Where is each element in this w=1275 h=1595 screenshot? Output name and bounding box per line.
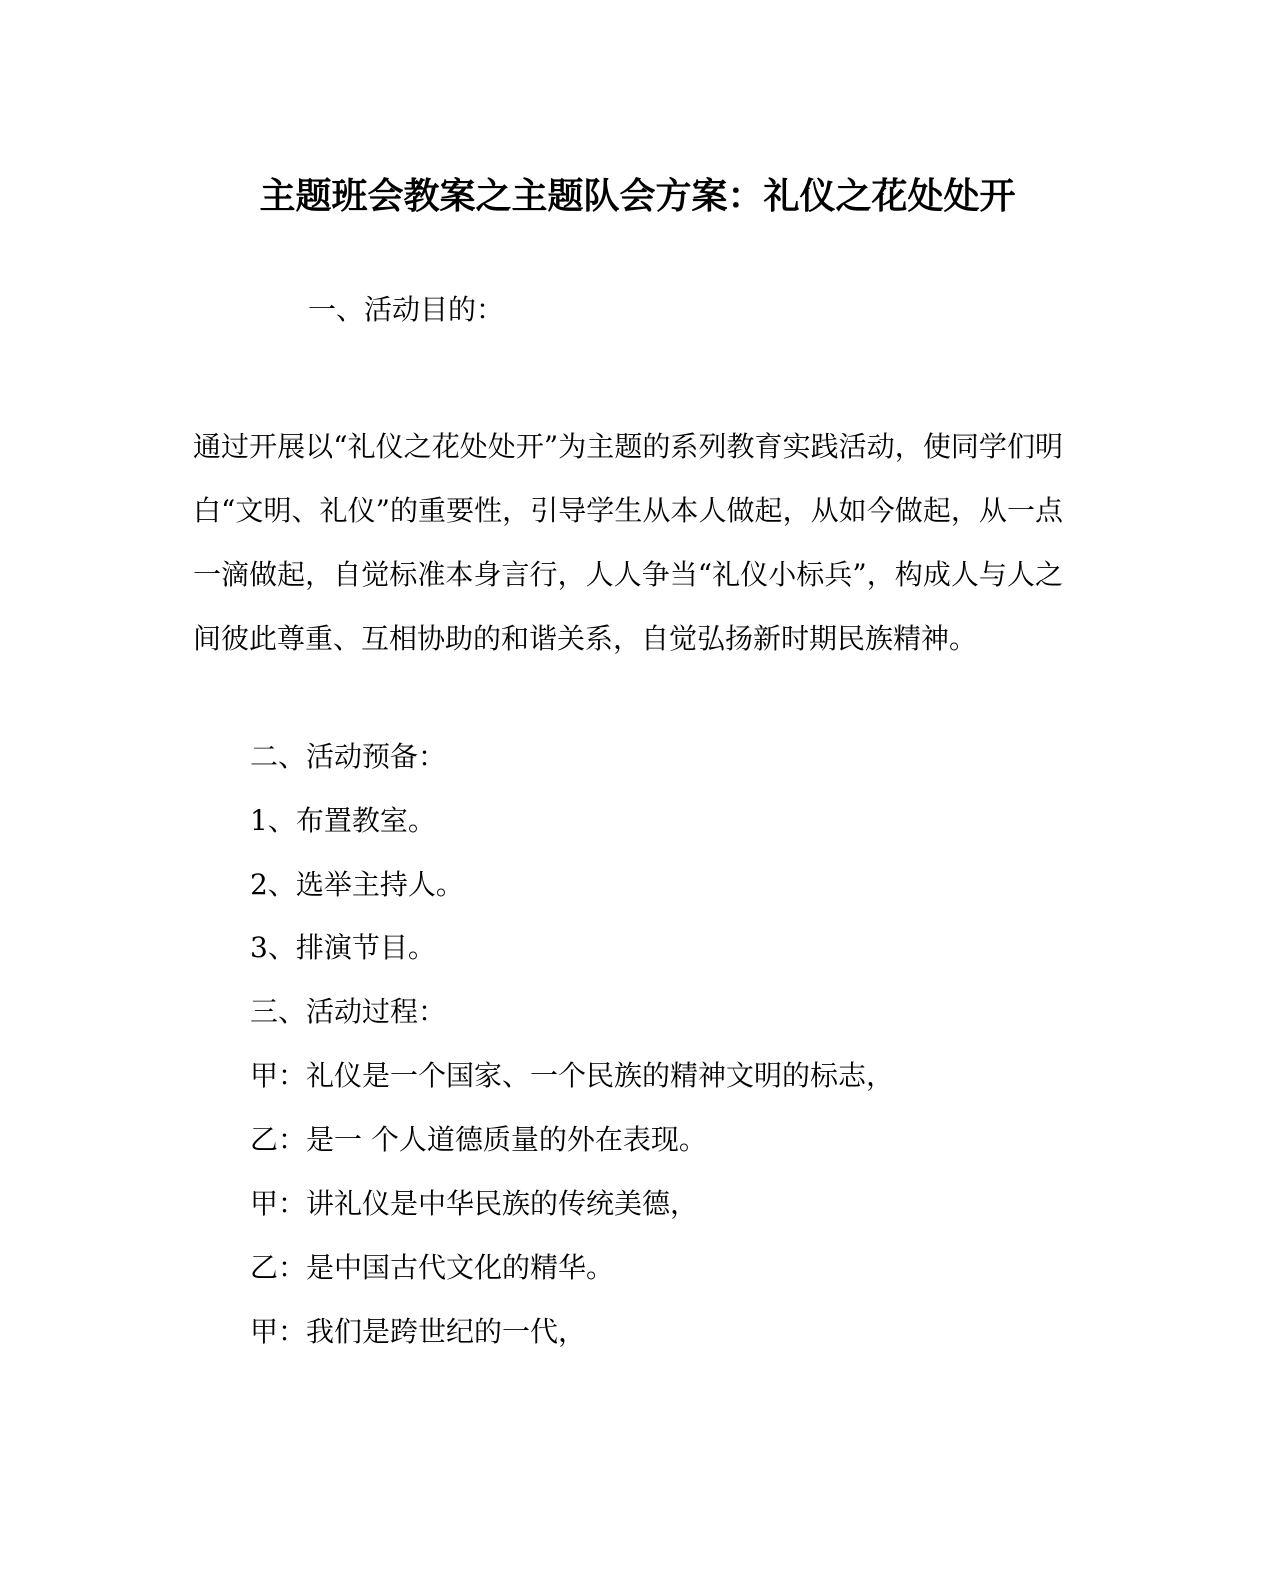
dialogue-line: 乙：是一 个人道德质量的外在表现。 (250, 1123, 707, 1156)
dialogue-line: 甲：礼仪是一个国家、一个民族的精神文明的标志， (250, 1059, 895, 1092)
section-3-heading: 三、活动过程： (250, 995, 447, 1028)
section-2-heading: 二、活动预备： (250, 740, 447, 773)
dialogue-line: 乙：是中国古代文化的精华。 (250, 1251, 615, 1284)
section-1-heading: 一、活动目的： (308, 293, 505, 326)
prep-item: 2、选举主持人。 (250, 868, 464, 901)
prep-item: 3、排演节目。 (250, 931, 436, 964)
dialogue-line: 甲：讲礼仪是中华民族的传统美德， (250, 1187, 699, 1220)
dialogue-line: 甲：我们是跨世纪的一代， (250, 1315, 587, 1348)
section-1-body: 通过开展以“礼仪之花处处开”为主题的系列教育实践活动，使同学们明白“文明、礼仪”的重要性，引导学生从本人做起，从如今做起，从一点一滴做起，自觉标准本身言行，人人争当“礼仪小标兵”，构成人与人之间彼此尊重、互相协助的和谐关系，自觉弘扬新时期民族精神。 (193, 430, 1063, 655)
document-title: 主题班会教案之主题队会方案：礼仪之花处处开 (259, 175, 1016, 217)
prep-item: 1、布置教室。 (250, 804, 436, 837)
